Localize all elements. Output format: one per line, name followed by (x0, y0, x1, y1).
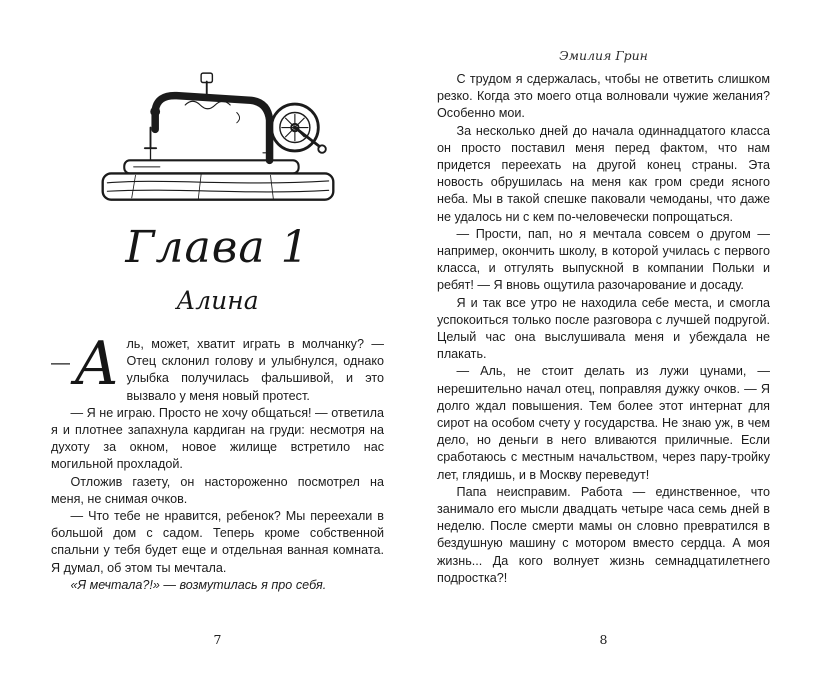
running-header: Эмилия Грин (559, 48, 648, 63)
dropcap-group (51, 329, 120, 399)
chapter-title: Глава 1 (125, 222, 310, 273)
right-page-number: 8 (599, 632, 608, 647)
paragraph-italic: «Я мечтала?!» — возмутилась я про себя. (70, 577, 327, 592)
paragraph: — Что тебе не нравится, ребенок? Мы переехали в большой дом с садом. Теперь кроме собственной спальни у тебя будет еще и отдельная ванная комната. Я думал, об этом ты мечтала. (51, 509, 384, 575)
left-page-number: 7 (213, 632, 222, 647)
paragraph: — Прости, пап, но я мечтала совсем о другом — например, окончить школу, в которой училась с первого класса, и отгулять выпускной в компании Польки и ребят! — Я вновь ощутила разочарование и досаду. (437, 226, 770, 293)
paragraph: — Аль, не стоит делать из лужи цунами, — нерешительно начал отец, поправляя дужку очков. — Я долго ждал повышения. Тем более этот интернат для сирот на особом счету у государства. Не знаю уж, в чем дело, но деньги в него вливаются приличные. Если сработаюсь с местным начальством, через пару-тройку лет, глядишь, и в Москву переведут! (437, 364, 770, 482)
chapter-subtitle: Алина (176, 286, 259, 315)
dropcap-letter: А (74, 329, 120, 399)
paragraph: С трудом я сдержалась, чтобы не ответить слишком резко. Когда это моего отца волновали чужие желания? Особенно мои. (437, 72, 770, 121)
paragraph: Я и так все утро не находила себе места, и смогла успокоиться только после разговора с лучшей подругой. Целый час она выслушивала меня и убеждала не плакать. (437, 295, 770, 362)
dropcap-dash: — (51, 353, 70, 375)
right-page-body (437, 71, 770, 587)
paragraph-text: ль, может, хватит играть в молчанку? — Отец склонил голову и улыбнулся, однако улыбка получилась фальшивой, и это вызвало у меня новый протест. (126, 337, 384, 403)
right-page (437, 0, 770, 683)
sewing-machine-illustration (96, 60, 340, 210)
paragraph: Отложив газету, он настороженно посмотрел на меня, не снимая очков. (51, 474, 384, 506)
left-page-body (51, 329, 384, 594)
paragraph: За несколько дней до начала одиннадцатого класса он просто поставил меня перед фактом, что нам придется переехать на другой конец страны. Эта новость обрушилась на меня как гром среди ясного неба. Мы в такой спешке паковали чемоданы, что даже не удалось ни с кем по-человечески попрощаться. (437, 123, 770, 224)
sewing-machine-icon (96, 60, 340, 210)
paragraph-dropcap (51, 329, 384, 405)
paragraph: — Я не играю. Просто не хочу общаться! — ответила я и плотнее запахнула кардиган на груди: несмотря на духоту за окном, новое жилище встретило нас могильной прохладой. (51, 405, 384, 472)
paragraph: Папа неисправим. Работа — единственное, что занимало его мысли двадцать четыре часа семь дней в неделю. После смерти мамы он словно превратился в бездушную машину с мотором вместо сердца. А моя жизнь... Да кого волнует жизнь семнадцатилетнего подростка?! (437, 484, 770, 585)
left-page (51, 0, 384, 683)
